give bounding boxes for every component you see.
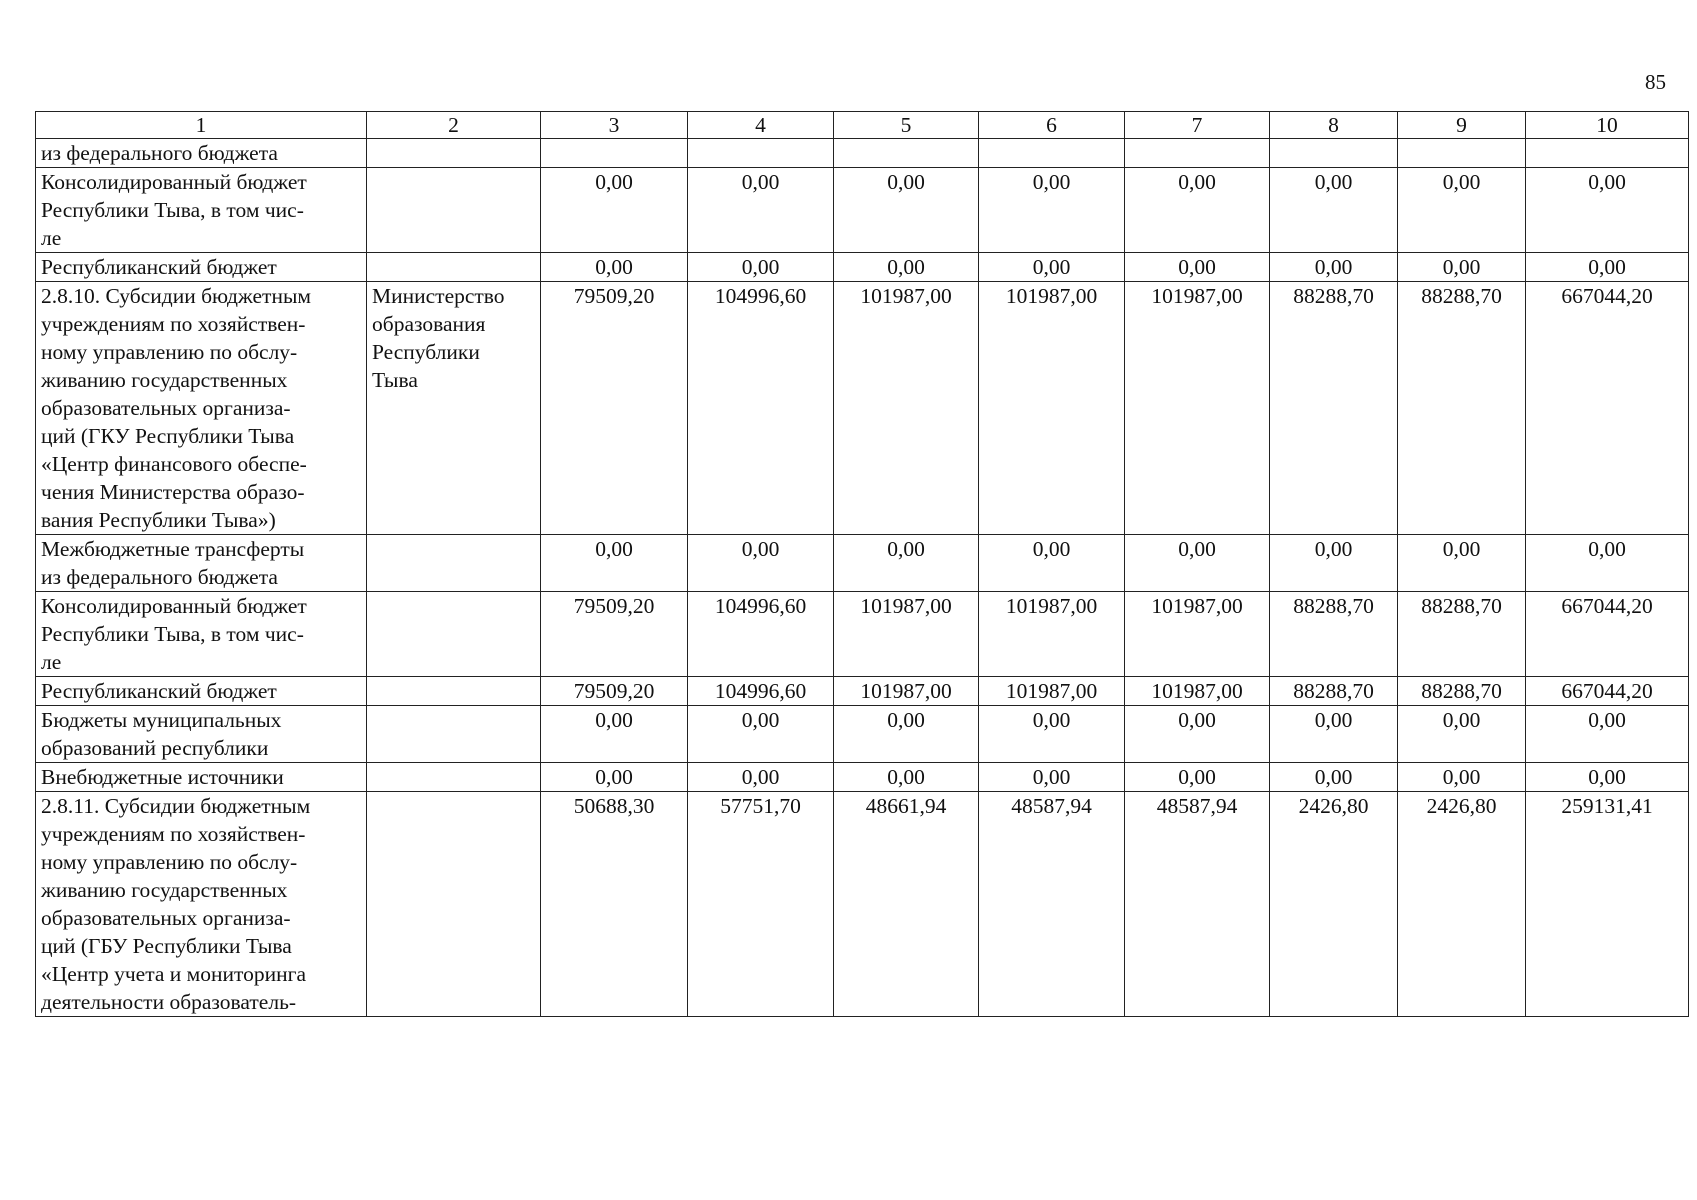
row-label: Консолидированный бюджет Республики Тыва, в том чис- ле <box>36 168 367 253</box>
value-cell: 79509,20 <box>541 677 688 706</box>
value-cell: 0,00 <box>1125 168 1270 253</box>
value-cell: 667044,20 <box>1526 592 1689 677</box>
table-row <box>36 253 1689 282</box>
value-cell <box>1270 139 1398 168</box>
value-cell: 0,00 <box>1526 253 1689 282</box>
value-cell: 0,00 <box>1526 706 1689 763</box>
value-cell: 0,00 <box>541 763 688 792</box>
value-cell: 101987,00 <box>979 282 1125 535</box>
value-cell: 667044,20 <box>1526 677 1689 706</box>
value-cell: 0,00 <box>1270 763 1398 792</box>
budget-table <box>35 111 1689 1017</box>
value-cell: 101987,00 <box>834 282 979 535</box>
responsible-org <box>367 792 541 1017</box>
value-cell: 0,00 <box>541 253 688 282</box>
value-cell: 0,00 <box>1125 535 1270 592</box>
value-cell: 0,00 <box>1526 535 1689 592</box>
value-cell: 48587,94 <box>1125 792 1270 1017</box>
value-cell: 88288,70 <box>1398 282 1526 535</box>
value-cell <box>979 139 1125 168</box>
value-cell: 0,00 <box>1526 763 1689 792</box>
value-cell: 0,00 <box>834 706 979 763</box>
responsible-org <box>367 592 541 677</box>
row-label: Бюджеты муниципальных образований республики <box>36 706 367 763</box>
row-label: Республиканский бюджет <box>36 253 367 282</box>
value-cell: 0,00 <box>979 253 1125 282</box>
value-cell: 667044,20 <box>1526 282 1689 535</box>
responsible-org <box>367 139 541 168</box>
value-cell: 0,00 <box>1398 763 1526 792</box>
column-number: 9 <box>1398 112 1526 139</box>
value-cell: 0,00 <box>1398 706 1526 763</box>
responsible-org <box>367 763 541 792</box>
value-cell: 101987,00 <box>834 677 979 706</box>
value-cell: 0,00 <box>688 763 834 792</box>
value-cell: 0,00 <box>979 706 1125 763</box>
value-cell: 0,00 <box>1270 706 1398 763</box>
row-label: из федерального бюджета <box>36 139 367 168</box>
column-number: 7 <box>1125 112 1270 139</box>
value-cell: 88288,70 <box>1398 677 1526 706</box>
value-cell <box>541 139 688 168</box>
table-row <box>36 592 1689 677</box>
value-cell: 104996,60 <box>688 677 834 706</box>
value-cell: 104996,60 <box>688 282 834 535</box>
value-cell <box>1526 139 1689 168</box>
page-number: 85 <box>1645 70 1666 94</box>
value-cell: 0,00 <box>541 168 688 253</box>
value-cell: 0,00 <box>834 253 979 282</box>
value-cell: 0,00 <box>1526 168 1689 253</box>
value-cell: 88288,70 <box>1398 592 1526 677</box>
value-cell: 101987,00 <box>979 677 1125 706</box>
value-cell: 2426,80 <box>1398 792 1526 1017</box>
row-label: Внебюджетные источники <box>36 763 367 792</box>
value-cell: 48587,94 <box>979 792 1125 1017</box>
row-label: Межбюджетные трансферты из федерального бюджета <box>36 535 367 592</box>
row-label: Консолидированный бюджет Республики Тыва, в том чис- ле <box>36 592 367 677</box>
value-cell: 0,00 <box>1270 168 1398 253</box>
value-cell: 0,00 <box>979 168 1125 253</box>
table-row <box>36 763 1689 792</box>
value-cell: 0,00 <box>1398 535 1526 592</box>
table-row <box>36 706 1689 763</box>
value-cell <box>688 139 834 168</box>
column-number: 2 <box>367 112 541 139</box>
responsible-org <box>367 706 541 763</box>
value-cell: 88288,70 <box>1270 282 1398 535</box>
responsible-org <box>367 253 541 282</box>
value-cell: 101987,00 <box>1125 677 1270 706</box>
row-label: 2.8.10. Субсидии бюджетным учреждениям по хозяйствен- ному управлению по обслу- живанию государственных образовательных организа- ций (ГКУ Республики Тыва «Центр финансового обеспе- чения Министерства образо- вания Республики Тыва») <box>36 282 367 535</box>
responsible-org: Министерство образования Республики Тыва <box>367 282 541 535</box>
value-cell <box>1125 139 1270 168</box>
table-row <box>36 139 1689 168</box>
value-cell: 50688,30 <box>541 792 688 1017</box>
value-cell: 0,00 <box>1125 253 1270 282</box>
table-row <box>36 282 1689 535</box>
row-label: Республиканский бюджет <box>36 677 367 706</box>
value-cell: 88288,70 <box>1270 592 1398 677</box>
value-cell: 0,00 <box>541 706 688 763</box>
value-cell: 48661,94 <box>834 792 979 1017</box>
value-cell: 0,00 <box>1398 168 1526 253</box>
value-cell: 0,00 <box>688 706 834 763</box>
responsible-org <box>367 677 541 706</box>
column-number: 1 <box>36 112 367 139</box>
value-cell: 0,00 <box>1125 706 1270 763</box>
column-number: 4 <box>688 112 834 139</box>
value-cell: 0,00 <box>688 168 834 253</box>
value-cell: 259131,41 <box>1526 792 1689 1017</box>
value-cell: 0,00 <box>979 535 1125 592</box>
responsible-org <box>367 168 541 253</box>
value-cell: 88288,70 <box>1270 677 1398 706</box>
value-cell: 101987,00 <box>1125 282 1270 535</box>
value-cell: 0,00 <box>688 253 834 282</box>
value-cell: 0,00 <box>1270 253 1398 282</box>
row-label: 2.8.11. Субсидии бюджетным учреждениям по хозяйствен- ному управлению по обслу- живанию государственных образовательных организа- ций (ГБУ Республики Тыва «Центр учета и мониторинга деятельности образователь- <box>36 792 367 1017</box>
value-cell: 0,00 <box>834 535 979 592</box>
column-number: 10 <box>1526 112 1689 139</box>
value-cell: 101987,00 <box>1125 592 1270 677</box>
value-cell: 0,00 <box>541 535 688 592</box>
value-cell: 79509,20 <box>541 592 688 677</box>
table-row <box>36 677 1689 706</box>
value-cell: 104996,60 <box>688 592 834 677</box>
table-row <box>36 792 1689 1017</box>
value-cell: 101987,00 <box>834 592 979 677</box>
value-cell <box>1398 139 1526 168</box>
column-number: 8 <box>1270 112 1398 139</box>
value-cell <box>834 139 979 168</box>
column-number: 3 <box>541 112 688 139</box>
column-number: 6 <box>979 112 1125 139</box>
table-row <box>36 168 1689 253</box>
value-cell: 79509,20 <box>541 282 688 535</box>
value-cell: 57751,70 <box>688 792 834 1017</box>
value-cell: 0,00 <box>1125 763 1270 792</box>
value-cell: 0,00 <box>834 763 979 792</box>
table-row <box>36 535 1689 592</box>
value-cell: 0,00 <box>1270 535 1398 592</box>
responsible-org <box>367 535 541 592</box>
value-cell: 101987,00 <box>979 592 1125 677</box>
value-cell: 0,00 <box>1398 253 1526 282</box>
column-number: 5 <box>834 112 979 139</box>
value-cell: 0,00 <box>979 763 1125 792</box>
value-cell: 2426,80 <box>1270 792 1398 1017</box>
value-cell: 0,00 <box>834 168 979 253</box>
table-header-row <box>36 112 1689 139</box>
value-cell: 0,00 <box>688 535 834 592</box>
